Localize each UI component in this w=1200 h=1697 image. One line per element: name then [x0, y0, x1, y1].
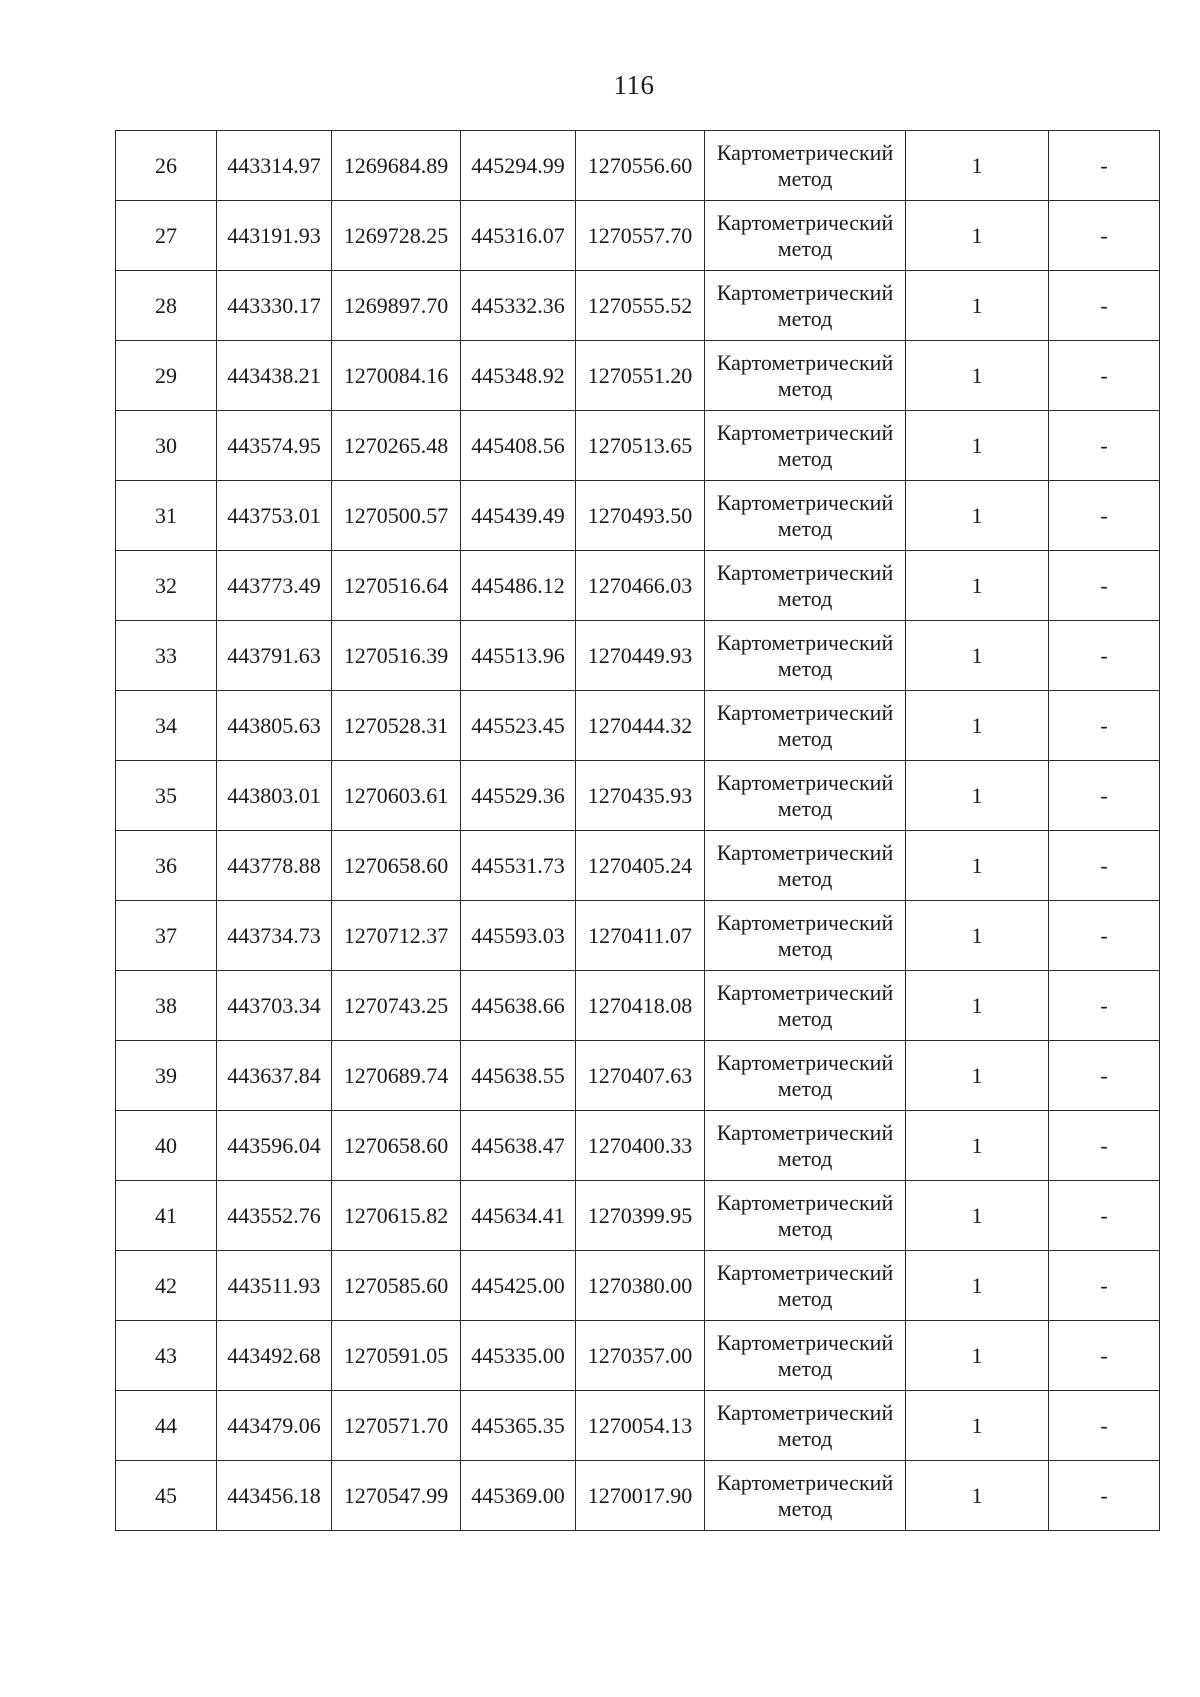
x2-coordinate-cell: 445634.41 — [461, 1181, 576, 1251]
note-cell: - — [1049, 831, 1160, 901]
accuracy-cell: 1 — [906, 761, 1049, 831]
note-cell: - — [1049, 1321, 1160, 1391]
method-cell — [705, 201, 906, 271]
table-row — [116, 131, 1160, 201]
point-number-cell: 45 — [116, 1461, 217, 1531]
method-line1: Картометрический — [716, 979, 894, 1005]
point-number-cell: 43 — [116, 1321, 217, 1391]
method-cell — [705, 551, 906, 621]
table-row — [116, 901, 1160, 971]
y2-coordinate-cell: 1270405.24 — [576, 831, 705, 901]
accuracy-cell: 1 — [906, 131, 1049, 201]
note-cell: - — [1049, 341, 1160, 411]
point-number-cell: 28 — [116, 271, 217, 341]
note-cell: - — [1049, 1391, 1160, 1461]
method-line2: метод — [777, 1285, 833, 1311]
x2-coordinate-cell: 445365.35 — [461, 1391, 576, 1461]
x2-coordinate-cell: 445513.96 — [461, 621, 576, 691]
x1-coordinate-cell: 443596.04 — [217, 1111, 332, 1181]
table-row — [116, 1181, 1160, 1251]
x1-coordinate-cell: 443552.76 — [217, 1181, 332, 1251]
note-cell: - — [1049, 551, 1160, 621]
point-number-cell: 27 — [116, 201, 217, 271]
x1-coordinate-cell: 443574.95 — [217, 411, 332, 481]
y1-coordinate-cell: 1270516.39 — [332, 621, 461, 691]
method-line1: Картометрический — [716, 1329, 894, 1355]
method-cell — [705, 1111, 906, 1181]
table-row — [116, 201, 1160, 271]
x2-coordinate-cell: 445439.49 — [461, 481, 576, 551]
y2-coordinate-cell: 1270054.13 — [576, 1391, 705, 1461]
point-number-cell: 35 — [116, 761, 217, 831]
table-row — [116, 1321, 1160, 1391]
method-line2: метод — [777, 235, 833, 261]
x2-coordinate-cell: 445638.66 — [461, 971, 576, 1041]
y2-coordinate-cell: 1270551.20 — [576, 341, 705, 411]
y1-coordinate-cell: 1270658.60 — [332, 831, 461, 901]
y2-coordinate-cell: 1270493.50 — [576, 481, 705, 551]
y2-coordinate-cell: 1270400.33 — [576, 1111, 705, 1181]
method-line1: Картометрический — [716, 349, 894, 375]
method-line1: Картометрический — [716, 489, 894, 515]
page-number: 116 — [613, 70, 655, 100]
method-line2: метод — [777, 1215, 833, 1241]
y2-coordinate-cell: 1270555.52 — [576, 271, 705, 341]
method-line2: метод — [777, 445, 833, 471]
y1-coordinate-cell: 1270615.82 — [332, 1181, 461, 1251]
accuracy-cell: 1 — [906, 1461, 1049, 1531]
note-cell: - — [1049, 481, 1160, 551]
x1-coordinate-cell: 443479.06 — [217, 1391, 332, 1461]
method-line1: Картометрический — [716, 629, 894, 655]
point-number-cell: 32 — [116, 551, 217, 621]
table-row — [116, 1391, 1160, 1461]
method-cell — [705, 691, 906, 761]
accuracy-cell: 1 — [906, 551, 1049, 621]
x2-coordinate-cell: 445593.03 — [461, 901, 576, 971]
table-row — [116, 481, 1160, 551]
method-cell — [705, 131, 906, 201]
method-cell — [705, 1321, 906, 1391]
accuracy-cell: 1 — [906, 1041, 1049, 1111]
method-line1: Картометрический — [716, 1399, 894, 1425]
method-line2: метод — [777, 1005, 833, 1031]
x2-coordinate-cell: 445529.36 — [461, 761, 576, 831]
x1-coordinate-cell: 443805.63 — [217, 691, 332, 761]
y2-coordinate-cell: 1270444.32 — [576, 691, 705, 761]
note-cell: - — [1049, 201, 1160, 271]
note-cell: - — [1049, 1041, 1160, 1111]
x1-coordinate-cell: 443492.68 — [217, 1321, 332, 1391]
accuracy-cell: 1 — [906, 481, 1049, 551]
table-body — [116, 131, 1160, 1531]
x2-coordinate-cell: 445316.07 — [461, 201, 576, 271]
method-line1: Картометрический — [716, 1469, 894, 1495]
y1-coordinate-cell: 1270500.57 — [332, 481, 461, 551]
method-line1: Картометрический — [716, 839, 894, 865]
y1-coordinate-cell: 1270743.25 — [332, 971, 461, 1041]
y1-coordinate-cell: 1270528.31 — [332, 691, 461, 761]
note-cell: - — [1049, 971, 1160, 1041]
accuracy-cell: 1 — [906, 1391, 1049, 1461]
method-line2: метод — [777, 1425, 833, 1451]
x2-coordinate-cell: 445332.36 — [461, 271, 576, 341]
y1-coordinate-cell: 1270658.60 — [332, 1111, 461, 1181]
table-row — [116, 1111, 1160, 1181]
method-cell — [705, 341, 906, 411]
method-cell — [705, 1251, 906, 1321]
accuracy-cell: 1 — [906, 1321, 1049, 1391]
table-row — [116, 271, 1160, 341]
method-cell — [705, 1461, 906, 1531]
y2-coordinate-cell: 1270557.70 — [576, 201, 705, 271]
point-number-cell: 39 — [116, 1041, 217, 1111]
x2-coordinate-cell: 445348.92 — [461, 341, 576, 411]
table-row — [116, 341, 1160, 411]
y1-coordinate-cell: 1270516.64 — [332, 551, 461, 621]
y2-coordinate-cell: 1270466.03 — [576, 551, 705, 621]
table-row — [116, 1041, 1160, 1111]
note-cell: - — [1049, 691, 1160, 761]
method-line1: Картометрический — [716, 209, 894, 235]
method-cell — [705, 621, 906, 691]
method-cell — [705, 971, 906, 1041]
method-line2: метод — [777, 1355, 833, 1381]
y1-coordinate-cell: 1270689.74 — [332, 1041, 461, 1111]
x2-coordinate-cell: 445369.00 — [461, 1461, 576, 1531]
note-cell: - — [1049, 621, 1160, 691]
point-number-cell: 26 — [116, 131, 217, 201]
point-number-cell: 36 — [116, 831, 217, 901]
y2-coordinate-cell: 1270435.93 — [576, 761, 705, 831]
x1-coordinate-cell: 443778.88 — [217, 831, 332, 901]
method-line1: Картометрический — [716, 1119, 894, 1145]
note-cell: - — [1049, 761, 1160, 831]
x1-coordinate-cell: 443511.93 — [217, 1251, 332, 1321]
y2-coordinate-cell: 1270357.00 — [576, 1321, 705, 1391]
method-cell — [705, 1391, 906, 1461]
note-cell: - — [1049, 1461, 1160, 1531]
point-number-cell: 42 — [116, 1251, 217, 1321]
method-cell — [705, 761, 906, 831]
x1-coordinate-cell: 443637.84 — [217, 1041, 332, 1111]
x1-coordinate-cell: 443753.01 — [217, 481, 332, 551]
method-line2: метод — [777, 165, 833, 191]
method-line1: Картометрический — [716, 139, 894, 165]
note-cell: - — [1049, 131, 1160, 201]
accuracy-cell: 1 — [906, 831, 1049, 901]
method-line1: Картометрический — [716, 279, 894, 305]
table-row — [116, 621, 1160, 691]
method-line1: Картометрический — [716, 1259, 894, 1285]
y2-coordinate-cell: 1270411.07 — [576, 901, 705, 971]
method-line2: метод — [777, 1145, 833, 1171]
accuracy-cell: 1 — [906, 1251, 1049, 1321]
method-line2: метод — [777, 795, 833, 821]
x2-coordinate-cell: 445523.45 — [461, 691, 576, 761]
note-cell: - — [1049, 271, 1160, 341]
x2-coordinate-cell: 445408.56 — [461, 411, 576, 481]
method-line1: Картометрический — [716, 559, 894, 585]
y2-coordinate-cell: 1270407.63 — [576, 1041, 705, 1111]
y1-coordinate-cell: 1270084.16 — [332, 341, 461, 411]
accuracy-cell: 1 — [906, 1181, 1049, 1251]
table-row — [116, 1461, 1160, 1531]
point-number-cell: 40 — [116, 1111, 217, 1181]
x1-coordinate-cell: 443703.34 — [217, 971, 332, 1041]
method-line1: Картометрический — [716, 699, 894, 725]
method-line1: Картометрический — [716, 1049, 894, 1075]
table-row — [116, 1251, 1160, 1321]
method-cell — [705, 271, 906, 341]
table-row — [116, 971, 1160, 1041]
method-line1: Картометрический — [716, 1189, 894, 1215]
x2-coordinate-cell: 445638.47 — [461, 1111, 576, 1181]
y1-coordinate-cell: 1270265.48 — [332, 411, 461, 481]
table-row — [116, 761, 1160, 831]
accuracy-cell: 1 — [906, 201, 1049, 271]
point-number-cell: 29 — [116, 341, 217, 411]
method-cell — [705, 901, 906, 971]
x2-coordinate-cell: 445335.00 — [461, 1321, 576, 1391]
y1-coordinate-cell: 1270547.99 — [332, 1461, 461, 1531]
point-number-cell: 34 — [116, 691, 217, 761]
y2-coordinate-cell: 1270399.95 — [576, 1181, 705, 1251]
note-cell: - — [1049, 1181, 1160, 1251]
method-cell — [705, 1181, 906, 1251]
point-number-cell: 37 — [116, 901, 217, 971]
y1-coordinate-cell: 1270585.60 — [332, 1251, 461, 1321]
y1-coordinate-cell: 1270603.61 — [332, 761, 461, 831]
method-line1: Картометрический — [716, 909, 894, 935]
method-cell — [705, 481, 906, 551]
method-cell — [705, 411, 906, 481]
table-row — [116, 831, 1160, 901]
x1-coordinate-cell: 443803.01 — [217, 761, 332, 831]
x1-coordinate-cell: 443191.93 — [217, 201, 332, 271]
x2-coordinate-cell: 445486.12 — [461, 551, 576, 621]
y1-coordinate-cell: 1270591.05 — [332, 1321, 461, 1391]
x1-coordinate-cell: 443314.97 — [217, 131, 332, 201]
accuracy-cell: 1 — [906, 901, 1049, 971]
x1-coordinate-cell: 443734.73 — [217, 901, 332, 971]
point-number-cell: 33 — [116, 621, 217, 691]
method-cell — [705, 831, 906, 901]
note-cell: - — [1049, 901, 1160, 971]
x1-coordinate-cell: 443773.49 — [217, 551, 332, 621]
accuracy-cell: 1 — [906, 691, 1049, 761]
method-line2: метод — [777, 725, 833, 751]
method-line2: метод — [777, 1495, 833, 1521]
method-line2: метод — [777, 865, 833, 891]
method-line2: метод — [777, 585, 833, 611]
y2-coordinate-cell: 1270017.90 — [576, 1461, 705, 1531]
x1-coordinate-cell: 443791.63 — [217, 621, 332, 691]
method-line2: метод — [777, 655, 833, 681]
accuracy-cell: 1 — [906, 1111, 1049, 1181]
accuracy-cell: 1 — [906, 271, 1049, 341]
accuracy-cell: 1 — [906, 341, 1049, 411]
accuracy-cell: 1 — [906, 971, 1049, 1041]
method-line1: Картометрический — [716, 419, 894, 445]
y1-coordinate-cell: 1269684.89 — [332, 131, 461, 201]
point-number-cell: 31 — [116, 481, 217, 551]
x1-coordinate-cell: 443330.17 — [217, 271, 332, 341]
note-cell: - — [1049, 1111, 1160, 1181]
accuracy-cell: 1 — [906, 411, 1049, 481]
y1-coordinate-cell: 1269728.25 — [332, 201, 461, 271]
note-cell: - — [1049, 411, 1160, 481]
point-number-cell: 44 — [116, 1391, 217, 1461]
method-line2: метод — [777, 515, 833, 541]
x2-coordinate-cell: 445425.00 — [461, 1251, 576, 1321]
table-row — [116, 691, 1160, 761]
y1-coordinate-cell: 1269897.70 — [332, 271, 461, 341]
y2-coordinate-cell: 1270513.65 — [576, 411, 705, 481]
accuracy-cell: 1 — [906, 621, 1049, 691]
point-number-cell: 30 — [116, 411, 217, 481]
point-number-cell: 38 — [116, 971, 217, 1041]
x1-coordinate-cell: 443438.21 — [217, 341, 332, 411]
y1-coordinate-cell: 1270571.70 — [332, 1391, 461, 1461]
coordinates-table — [115, 130, 1160, 1531]
method-cell — [705, 1041, 906, 1111]
method-line2: метод — [777, 935, 833, 961]
x2-coordinate-cell: 445638.55 — [461, 1041, 576, 1111]
x2-coordinate-cell: 445531.73 — [461, 831, 576, 901]
table-row — [116, 411, 1160, 481]
method-line1: Картометрический — [716, 769, 894, 795]
note-cell: - — [1049, 1251, 1160, 1321]
y1-coordinate-cell: 1270712.37 — [332, 901, 461, 971]
method-line2: метод — [777, 375, 833, 401]
y2-coordinate-cell: 1270380.00 — [576, 1251, 705, 1321]
table-row — [116, 551, 1160, 621]
method-line2: метод — [777, 305, 833, 331]
y2-coordinate-cell: 1270418.08 — [576, 971, 705, 1041]
x1-coordinate-cell: 443456.18 — [217, 1461, 332, 1531]
y2-coordinate-cell: 1270449.93 — [576, 621, 705, 691]
method-line2: метод — [777, 1075, 833, 1101]
x2-coordinate-cell: 445294.99 — [461, 131, 576, 201]
y2-coordinate-cell: 1270556.60 — [576, 131, 705, 201]
point-number-cell: 41 — [116, 1181, 217, 1251]
